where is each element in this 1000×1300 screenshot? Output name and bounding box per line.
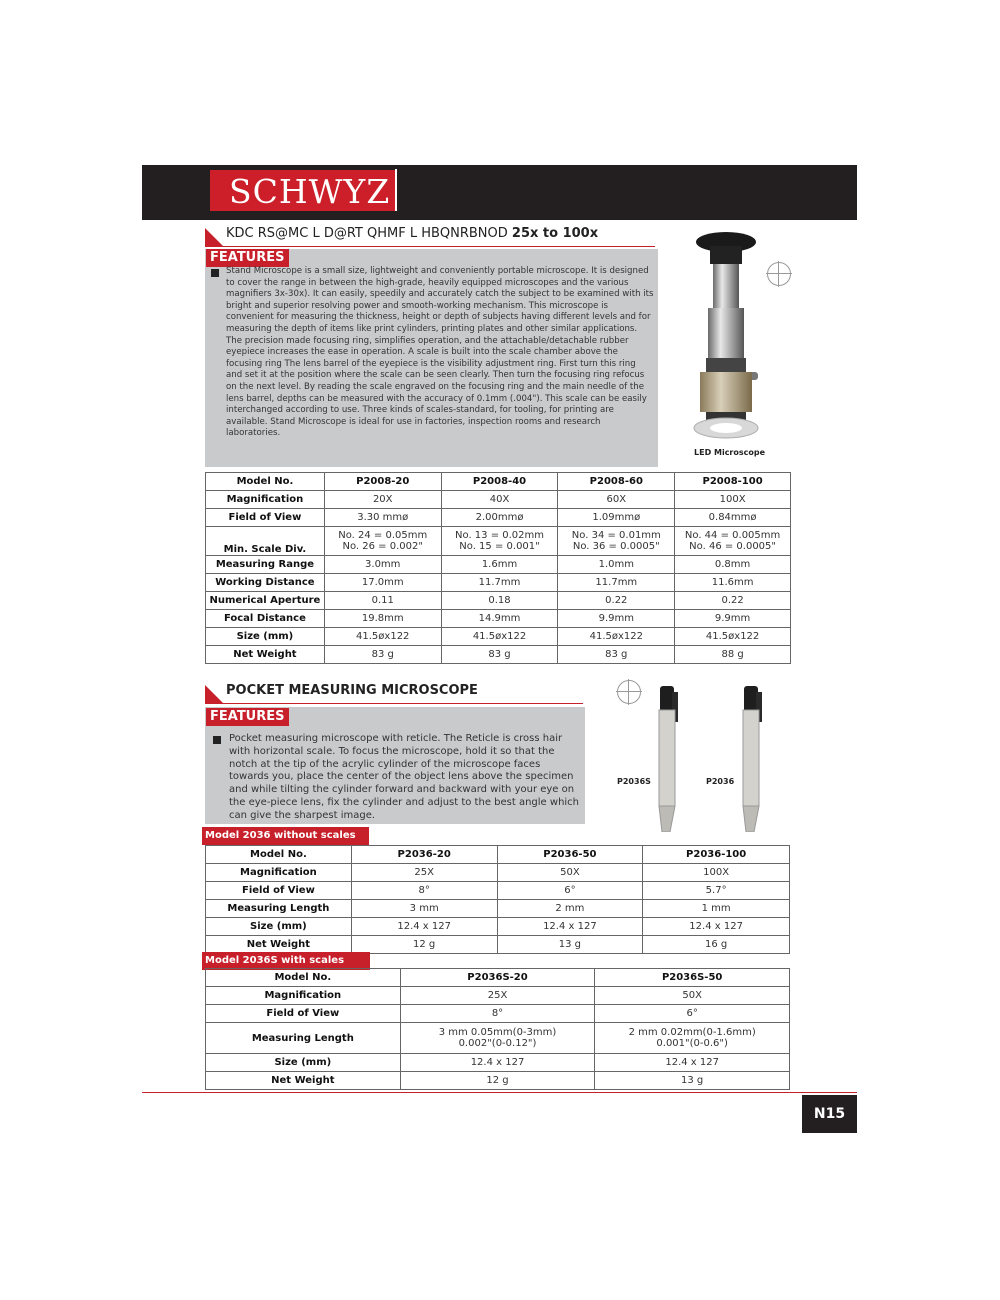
row-label-cell: Net Weight [206,936,352,954]
section1-features-text: Stand Microscope is a small size, lightweight and conveniently portable microscope. It is designed to cover the range in between the high-grade, heavily equipped microscopes and the various magnifiers 3x-30x). It can easily, speedily and accurately catch the subject to be examined with its bright and superior resolving power and smooth-working mechanism. This microscope is convenient for measuring the thickness, height or depth of subjects having different levels and for measuring the depth of items like print cylinders, printing plates and other similar applications. The precision made focusing ring, simplifies operation, and the attachable/detachable rubber eyepiece increases the ease in operation. A scale is built into the scale chamber above the focusing ring The lens barrel of the eyepiece is the visibility adjustment ring. First turn this ring and set it at the position where the scale can be seen clearly. Then turn the focusing ring refocus on the next level. By reading the scale engraved on the focusing ring and the main needle of the lens barrel, depths can be measured with the accuracy of 0.1mm (.004"). This scale can be easily interchanged according to use. Three kinds of scales-standard, for tooling, for printing are available. Stand Microscope is ideal for use in factories, inspection rooms and research laboratories. [226,266,654,439]
table-cell: 25X [400,987,595,1005]
table-cell: 5.7° [643,882,790,900]
table-cell: 41.5øx122 [675,628,791,646]
table-cell: 100X [675,491,791,509]
table-cell: No. 13 = 0.02mm No. 15 = 0.001" [441,527,558,556]
table-cell: 0.84mmø [675,509,791,527]
table-row [206,1054,790,1072]
table-cell: 41.5øx122 [441,628,558,646]
table-cell: 12 g [400,1072,595,1090]
led-microscope-image [688,228,773,443]
row-label-cell: Focal Distance [206,610,325,628]
table-cell: 9.9mm [558,610,675,628]
table-header-cell: Model No. [206,969,401,987]
row-label-cell: Magnification [206,491,325,509]
table-cell: 88 g [675,646,791,664]
section-marker-icon [205,228,223,246]
table-cell: 83 g [441,646,558,664]
table-cell: 12.4 x 127 [643,918,790,936]
table-header-cell: P2036-100 [643,846,790,864]
table-cell: 0.22 [558,592,675,610]
row-label-cell: Size (mm) [206,628,325,646]
crosshair-icon [767,262,791,286]
table-row [206,882,790,900]
table-header-cell: P2036-50 [497,846,643,864]
table-header-cell: P2008-40 [441,473,558,491]
table-cell: 16 g [643,936,790,954]
pocket-microscope-p2036s-image [654,686,684,832]
footer-rule [142,1092,857,1093]
row-label-cell: Size (mm) [206,918,352,936]
row-label-cell: Magnification [206,987,401,1005]
stand-microscope-spec-table [205,472,791,664]
table-row [206,864,790,882]
table-cell: 3 mm [351,900,497,918]
table-cell: 8° [400,1005,595,1023]
model-2036-spec-table [205,845,790,954]
table-row [206,527,791,556]
table-row [206,1005,790,1023]
table-cell: 6° [497,882,643,900]
section-marker-icon [205,685,223,703]
table-header-cell: P2036-20 [351,846,497,864]
table-row [206,574,791,592]
table-cell: 13 g [595,1072,790,1090]
led-microscope-caption: LED Microscope [694,448,766,457]
table-cell: 3.0mm [324,556,441,574]
row-label-cell: Numerical Aperture [206,592,325,610]
page-number: N15 [802,1095,857,1133]
table-header-cell: P2008-20 [324,473,441,491]
section1-title-prefix: KDC RS@MC L D@RT QHMF L HBQNRBNOD [226,226,508,241]
table-cell: 9.9mm [675,610,791,628]
table-cell: 1.09mmø [558,509,675,527]
table-cell: 0.11 [324,592,441,610]
section1-features-label: FEATURES [206,249,289,267]
table-cell: 3.30 mmø [324,509,441,527]
row-label-cell: Measuring Range [206,556,325,574]
table-cell: 0.18 [441,592,558,610]
table-row [206,628,791,646]
table-cell: 1.0mm [558,556,675,574]
table-header-cell: P2008-100 [675,473,791,491]
table-cell: 25X [351,864,497,882]
table-cell: 2 mm [497,900,643,918]
table-row [206,900,790,918]
logo-divider [395,169,397,211]
table-cell: 83 g [324,646,441,664]
table-row [206,509,791,527]
row-label-cell: Measuring Length [206,900,352,918]
table-cell: 0.8mm [675,556,791,574]
table-cell: 14.9mm [441,610,558,628]
section2-features-label: FEATURES [206,708,289,726]
table-cell: No. 44 = 0.005mm No. 46 = 0.0005" [675,527,791,556]
brand-logo: SCHWYZ [229,172,391,211]
table-cell: 60X [558,491,675,509]
table-row [206,556,791,574]
row-label-cell: Net Weight [206,646,325,664]
table-cell: 19.8mm [324,610,441,628]
section2-features-text: Pocket measuring microscope with reticle. The Reticle is cross hair with horizontal scale. To focus the microscope, hold it so that the notch at the tip of the acrylic cylinder of the microscope faces towards you, place the center of the object lens above the specimen and while tilting the cylinder forward and backward with your eye on the eye-piece lens, fix the cylinder and adjust to the best angle which can give the sharpest image. [229,733,580,821]
table-header-cell: P2008-60 [558,473,675,491]
table-cell: 41.5øx122 [324,628,441,646]
table-cell: 11.6mm [675,574,791,592]
table-cell: 40X [441,491,558,509]
table-cell: 11.7mm [441,574,558,592]
section1-title [226,226,598,241]
table-cell: 2 mm 0.02mm(0-1.6mm) 0.001"(0-0.6") [595,1023,790,1054]
model-2036s-label: Model 2036S with scales [202,952,370,970]
table-cell: 13 g [497,936,643,954]
table-row [206,918,790,936]
table-cell: 8° [351,882,497,900]
table-cell: 0.22 [675,592,791,610]
table-row [206,491,791,509]
table-header-row [206,473,791,491]
table-cell: 50X [497,864,643,882]
row-label-cell: Magnification [206,864,352,882]
table-cell: 11.7mm [558,574,675,592]
row-label-cell: Field of View [206,1005,401,1023]
row-label-cell: Field of View [206,882,352,900]
table-row [206,592,791,610]
table-cell: 100X [643,864,790,882]
table-cell: 3 mm 0.05mm(0-3mm) 0.002"(0-0.12") [400,1023,595,1054]
table-row [206,646,791,664]
table-row [206,610,791,628]
section2-title: POCKET MEASURING MICROSCOPE [226,683,478,698]
section1-rule [205,246,655,247]
table-header-cell: Model No. [206,846,352,864]
pocket-microscope-p2036-image [738,686,768,832]
table-cell: 12.4 x 127 [497,918,643,936]
table-row [206,936,790,954]
table-cell: 12.4 x 127 [595,1054,790,1072]
p2036-image-label: P2036 [706,777,735,786]
table-cell: 41.5øx122 [558,628,675,646]
row-label-cell: Min. Scale Div. [206,527,325,556]
table-row [206,1072,790,1090]
row-label-cell: Net Weight [206,1072,401,1090]
bullet-icon [213,736,221,744]
section2-rule [205,703,583,704]
row-label-cell: Size (mm) [206,1054,401,1072]
section1-title-range: 25x to 100x [511,226,599,241]
table-cell: 1 mm [643,900,790,918]
table-cell: 1.6mm [441,556,558,574]
table-cell: No. 34 = 0.01mm No. 36 = 0.0005" [558,527,675,556]
table-cell: 50X [595,987,790,1005]
model-2036-label: Model 2036 without scales [202,827,369,845]
table-header-cell: P2036S-50 [595,969,790,987]
row-label-cell: Field of View [206,509,325,527]
model-2036s-spec-table [205,968,790,1090]
table-cell: No. 24 = 0.05mm No. 26 = 0.002" [324,527,441,556]
table-cell: 17.0mm [324,574,441,592]
table-cell: 2.00mmø [441,509,558,527]
bullet-icon [211,269,219,277]
table-cell: 12 g [351,936,497,954]
table-cell: 12.4 x 127 [351,918,497,936]
row-label-cell: Measuring Length [206,1023,401,1054]
p2036s-image-label: P2036S [617,777,651,786]
table-row [206,1023,790,1054]
table-header-row [206,969,790,987]
table-cell: 6° [595,1005,790,1023]
table-header-cell: Model No. [206,473,325,491]
table-cell: 20X [324,491,441,509]
row-label-cell: Working Distance [206,574,325,592]
table-header-cell: P2036S-20 [400,969,595,987]
table-row [206,987,790,1005]
table-cell: 83 g [558,646,675,664]
table-header-row [206,846,790,864]
table-cell: 12.4 x 127 [400,1054,595,1072]
crosshair-icon [617,680,641,704]
